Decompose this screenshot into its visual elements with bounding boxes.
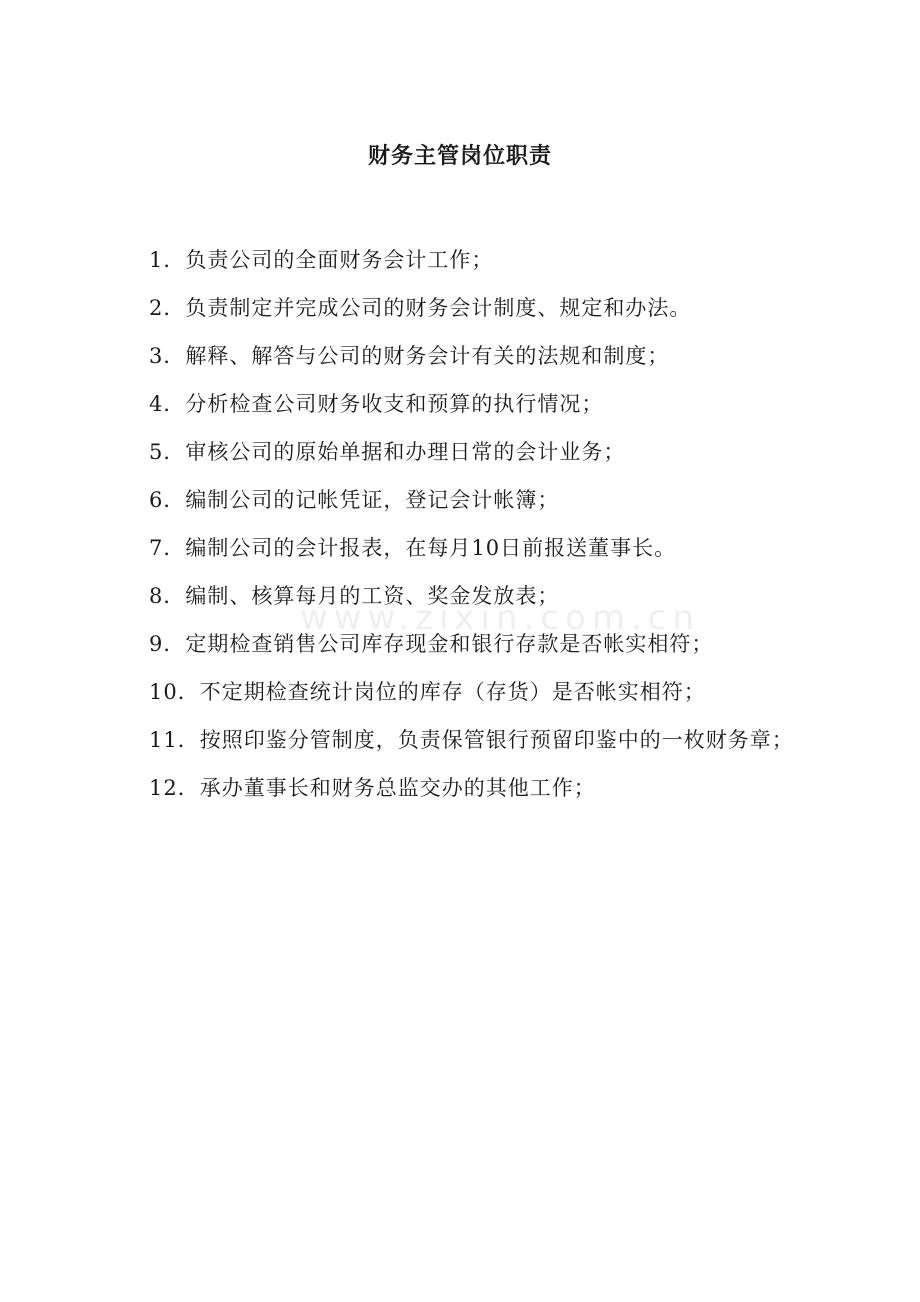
duty-item-2: 2．负责制定并完成公司的财务会计制度、规定和办法。 bbox=[149, 296, 692, 320]
duty-item-1: 1．负责公司的全面财务会计工作； bbox=[149, 248, 494, 272]
duty-item-10: 10．不定期检查统计岗位的库存（存货）是否帐实相符； bbox=[149, 680, 706, 704]
duty-list bbox=[102, 236, 822, 812]
duty-item-4: 4．分析检查公司财务收支和预算的执行情况； bbox=[149, 392, 604, 416]
watermark: www.zixin.com.cn bbox=[300, 598, 700, 638]
duty-item-5: 5．审核公司的原始单据和办理日常的会计业务； bbox=[149, 440, 626, 464]
duty-item-8: 8．编制、核算每月的工资、奖金发放表； bbox=[149, 584, 560, 608]
duty-item-11: 11．按照印鉴分管制度，负责保管银行预留印鉴中的一枚财务章； bbox=[149, 728, 794, 752]
duty-item-7: 7．编制公司的会计报表，在每月10日前报送董事长。 bbox=[149, 536, 677, 560]
duty-item-6: 6．编制公司的记帐凭证，登记会计帐簿； bbox=[149, 488, 560, 512]
duty-item-9: 9．定期检查销售公司库存现金和银行存款是否帐实相符； bbox=[149, 632, 714, 656]
duty-item-3: 3．解释、解答与公司的财务会计有关的法规和制度； bbox=[149, 344, 670, 368]
duty-item-12: 12．承办董事长和财务总监交办的其他工作； bbox=[149, 776, 596, 800]
document-title: 财务主管岗位职责 bbox=[367, 143, 552, 169]
